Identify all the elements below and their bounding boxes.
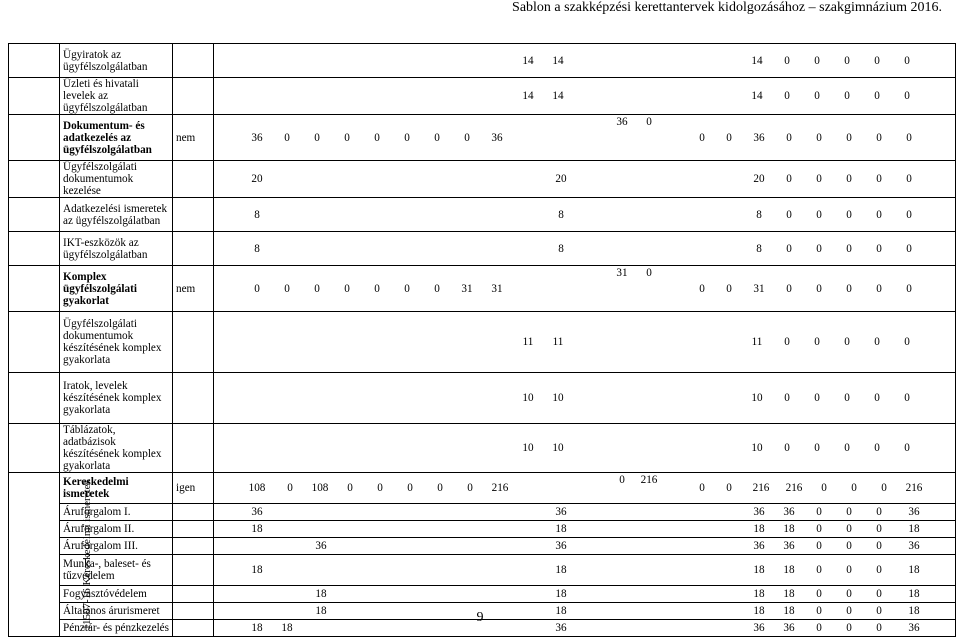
subject-name: Ügyiratok az ügyfélszolgálatban (60, 44, 173, 78)
table-row (9, 473, 956, 504)
hour-values (214, 232, 956, 266)
hour-value: 18 (555, 588, 567, 600)
hour-value: 216 (640, 474, 658, 486)
hour-value: 0 (284, 131, 290, 144)
hour-value: 18 (555, 523, 567, 535)
hour-value: 18 (281, 622, 293, 634)
subject-name: Táblázatok, adatbázisok készítésének komplex gyakorlata (60, 424, 173, 473)
hour-value: 0 (846, 506, 852, 518)
hour-value: 31 (461, 282, 473, 295)
hour-value: 216 (905, 482, 923, 494)
table-row (9, 504, 956, 521)
subject-name: Fogyasztóvédelem (60, 586, 173, 603)
hour-value: 36 (616, 116, 628, 128)
hour-value: 0 (876, 523, 882, 535)
hour-value: 0 (876, 564, 882, 576)
module-blank-cell (9, 424, 60, 473)
hour-value: 18 (753, 588, 765, 600)
hour-value: 0 (814, 90, 820, 102)
hour-value: 18 (251, 622, 263, 634)
hour-value: 0 (906, 208, 912, 221)
hour-value: 0 (467, 482, 473, 494)
compulsory-flag (173, 161, 214, 198)
hour-values (214, 586, 956, 603)
hour-value: 0 (726, 482, 732, 494)
hour-value: 0 (407, 482, 413, 494)
hour-value: 31 (753, 282, 765, 295)
hour-value: 36 (251, 131, 263, 144)
module-blank-cell (9, 232, 60, 266)
hour-value: 36 (783, 540, 795, 552)
hour-value: 0 (404, 282, 410, 295)
hour-value: 0 (816, 523, 822, 535)
hour-value: 18 (315, 588, 327, 600)
hour-value: 0 (646, 116, 652, 128)
hour-value: 0 (821, 482, 827, 494)
hour-value: 18 (555, 605, 567, 617)
subject-name: Komplex ügyfélszolgálati gyakorlat (60, 266, 173, 312)
hour-value: 0 (876, 173, 882, 185)
hour-values (214, 198, 956, 232)
table-row (9, 78, 956, 115)
hour-value: 18 (251, 564, 263, 576)
hour-value: 10 (751, 442, 763, 454)
hour-value: 0 (876, 588, 882, 600)
hour-values (214, 424, 956, 473)
hour-value: 0 (881, 482, 887, 494)
hour-value: 8 (254, 208, 260, 221)
hour-value: 0 (846, 523, 852, 535)
hour-value: 0 (876, 131, 882, 144)
hour-value: 0 (374, 131, 380, 144)
hour-values (214, 521, 956, 538)
hour-value: 10 (552, 442, 564, 454)
hour-value: 36 (251, 506, 263, 518)
compulsory-flag: igen (173, 473, 214, 504)
compulsory-flag (173, 504, 214, 521)
hour-value: 0 (784, 54, 790, 67)
hour-value: 36 (753, 622, 765, 634)
hour-value: 36 (753, 506, 765, 518)
hour-value: 0 (846, 282, 852, 295)
hour-value: 0 (284, 282, 290, 295)
hour-value: 0 (726, 131, 732, 144)
hour-value: 0 (816, 131, 822, 144)
module-blank-cell (9, 198, 60, 232)
hour-value: 0 (344, 131, 350, 144)
compulsory-flag (173, 521, 214, 538)
hour-value: 36 (753, 131, 765, 144)
subject-name: Általános árurismeret (60, 603, 173, 620)
hour-value: 0 (816, 242, 822, 255)
hour-value: 0 (846, 564, 852, 576)
hour-value: 0 (437, 482, 443, 494)
hour-value: 0 (377, 482, 383, 494)
hour-value: 18 (908, 605, 920, 617)
hour-value: 0 (816, 588, 822, 600)
hour-value: 0 (874, 336, 880, 348)
hour-value: 11 (751, 336, 763, 348)
hour-value: 10 (522, 392, 534, 404)
hour-value: 0 (904, 336, 910, 348)
module-blank-cell (9, 312, 60, 373)
hour-value: 0 (904, 54, 910, 67)
table-row (9, 232, 956, 266)
hour-value: 0 (874, 442, 880, 454)
hour-value: 0 (814, 336, 820, 348)
compulsory-flag: nem (173, 115, 214, 161)
table-row (9, 586, 956, 603)
hour-value: 0 (786, 173, 792, 185)
hour-value: 36 (908, 622, 920, 634)
module-blank-cell (9, 44, 60, 78)
hour-value: 18 (908, 523, 920, 535)
hour-value: 0 (844, 54, 850, 67)
hour-values (214, 78, 956, 115)
hour-value: 18 (753, 564, 765, 576)
hour-value: 0 (876, 242, 882, 255)
hour-value: 0 (784, 336, 790, 348)
hour-value: 36 (908, 506, 920, 518)
hour-value: 0 (816, 208, 822, 221)
subject-name: Kereskedelmi ismeretek (60, 473, 173, 504)
table-row (9, 555, 956, 586)
hour-value: 0 (314, 131, 320, 144)
hour-value: 0 (876, 540, 882, 552)
hour-value: 108 (248, 482, 266, 494)
hour-value: 0 (816, 173, 822, 185)
hour-value: 0 (904, 90, 910, 102)
hour-value: 18 (783, 605, 795, 617)
hour-value: 0 (876, 605, 882, 617)
hour-value: 11 (552, 336, 564, 348)
subject-name: Áruforgalom II. (60, 521, 173, 538)
hour-value: 0 (314, 282, 320, 295)
hour-value: 0 (254, 282, 260, 295)
hour-value: 0 (699, 131, 705, 144)
compulsory-flag (173, 312, 214, 373)
module-blank-cell (9, 161, 60, 198)
hour-values (214, 44, 956, 78)
hour-value: 18 (783, 588, 795, 600)
compulsory-flag (173, 586, 214, 603)
module-blank-cell (9, 266, 60, 312)
hour-value: 216 (785, 482, 803, 494)
curriculum-table (8, 43, 956, 637)
subject-name: Ügyfélszolgálati dokumentumok kezelése (60, 161, 173, 198)
hour-value: 0 (434, 131, 440, 144)
compulsory-flag (173, 555, 214, 586)
hour-value: 0 (816, 506, 822, 518)
hour-value: 36 (555, 506, 567, 518)
module-blank-cell (9, 78, 60, 115)
hour-value: 0 (846, 605, 852, 617)
hour-value: 14 (751, 90, 763, 102)
hour-value: 0 (784, 392, 790, 404)
hour-value: 0 (874, 54, 880, 67)
compulsory-flag (173, 78, 214, 115)
hour-value: 10 (552, 392, 564, 404)
compulsory-flag (173, 232, 214, 266)
hour-value: 0 (784, 90, 790, 102)
hour-value: 0 (619, 474, 625, 486)
hour-value: 14 (522, 54, 534, 67)
hour-value: 8 (254, 242, 260, 255)
hour-value: 20 (753, 173, 765, 185)
table-row (9, 312, 956, 373)
page-number: 9 (476, 610, 484, 625)
hour-value: 18 (315, 605, 327, 617)
hour-value: 0 (434, 282, 440, 295)
hour-value: 0 (786, 282, 792, 295)
hour-value: 0 (906, 131, 912, 144)
hour-value: 0 (874, 90, 880, 102)
subject-name: Munka-, baleset- és tűzvédelem (60, 555, 173, 586)
hour-value: 0 (344, 282, 350, 295)
hour-value: 0 (844, 442, 850, 454)
hour-value: 11 (522, 336, 534, 348)
subject-name: Adatkezelési ismeretek az ügyfélszolgálatban (60, 198, 173, 232)
hour-value: 0 (784, 442, 790, 454)
compulsory-flag (173, 44, 214, 78)
hour-value: 0 (814, 392, 820, 404)
hour-value: 0 (876, 506, 882, 518)
table-row (9, 115, 956, 161)
hour-value: 0 (404, 131, 410, 144)
hour-value: 216 (752, 482, 770, 494)
hour-value: 10 (751, 392, 763, 404)
module-label: 11507-16 Kereskedelmi ismeretek (81, 478, 94, 631)
hour-value: 36 (753, 540, 765, 552)
hour-value: 36 (555, 622, 567, 634)
hour-values (214, 473, 956, 504)
table-row (9, 373, 956, 424)
subject-name: Áruforgalom III. (60, 538, 173, 555)
hour-values (214, 161, 956, 198)
hour-value: 0 (844, 392, 850, 404)
hour-value: 18 (555, 564, 567, 576)
hour-value: 0 (374, 282, 380, 295)
curriculum-table-body (9, 44, 956, 637)
hour-value: 31 (616, 267, 628, 279)
compulsory-flag (173, 198, 214, 232)
hour-value: 36 (908, 540, 920, 552)
subject-name: Ügyfélszolgálati dokumentumok készítésének komplex gyakorlata (60, 312, 173, 373)
subject-name: IKT-eszközök az ügyfélszolgálatban (60, 232, 173, 266)
hour-value: 14 (552, 54, 564, 67)
module-blank-cell (9, 373, 60, 424)
hour-value: 0 (904, 442, 910, 454)
hour-value: 0 (287, 482, 293, 494)
table-row (9, 198, 956, 232)
hour-value: 0 (699, 282, 705, 295)
hour-value: 0 (464, 131, 470, 144)
hour-value: 0 (786, 131, 792, 144)
hour-values (214, 266, 956, 312)
hour-value: 0 (846, 173, 852, 185)
hour-value: 31 (491, 282, 503, 295)
hour-value: 0 (846, 588, 852, 600)
hour-value: 18 (783, 523, 795, 535)
hour-value: 0 (874, 392, 880, 404)
hour-value: 36 (783, 622, 795, 634)
hour-value: 36 (555, 540, 567, 552)
hour-value: 0 (876, 208, 882, 221)
hour-value: 0 (846, 131, 852, 144)
hour-value: 0 (816, 622, 822, 634)
hour-value: 14 (522, 90, 534, 102)
hour-value: 18 (783, 564, 795, 576)
hour-value: 0 (816, 282, 822, 295)
hour-value: 216 (491, 482, 509, 494)
hour-value: 0 (846, 208, 852, 221)
table-row (9, 161, 956, 198)
subject-name: Üzleti és hivatali levelek az ügyfélszolgálatban (60, 78, 173, 115)
hour-values (214, 555, 956, 586)
module-blank-cell (9, 115, 60, 161)
compulsory-flag (173, 424, 214, 473)
compulsory-flag (173, 538, 214, 555)
hour-value: 10 (522, 442, 534, 454)
hour-value: 20 (251, 173, 263, 185)
hour-value: 0 (904, 392, 910, 404)
subject-name: Iratok, levelek készítésének komplex gyakorlata (60, 373, 173, 424)
hour-value: 18 (753, 523, 765, 535)
hour-value: 0 (906, 173, 912, 185)
hour-value: 0 (814, 442, 820, 454)
hour-values (214, 373, 956, 424)
hour-value: 0 (851, 482, 857, 494)
subject-name: Áruforgalom I. (60, 504, 173, 521)
hour-value: 0 (844, 336, 850, 348)
table-row (9, 538, 956, 555)
hour-value: 8 (756, 208, 762, 221)
table-row (9, 521, 956, 538)
hour-value: 36 (315, 540, 327, 552)
hour-value: 0 (816, 564, 822, 576)
hour-value: 18 (908, 588, 920, 600)
hour-value: 0 (846, 622, 852, 634)
hour-value: 0 (786, 242, 792, 255)
table-row (9, 44, 956, 78)
hour-value: 14 (552, 90, 564, 102)
table-row (9, 424, 956, 473)
hour-value: 0 (699, 482, 705, 494)
hour-value: 0 (906, 242, 912, 255)
hour-value: 20 (555, 173, 567, 185)
hour-values (214, 538, 956, 555)
hour-value: 18 (753, 605, 765, 617)
hour-values (214, 312, 956, 373)
hour-value: 8 (558, 208, 564, 221)
hour-value: 0 (876, 622, 882, 634)
compulsory-flag (173, 373, 214, 424)
hour-value: 0 (347, 482, 353, 494)
hour-value: 0 (846, 242, 852, 255)
hour-value: 0 (876, 282, 882, 295)
running-header: Sablon a szakképzési kerettantervek kidolgozásához – szakgimnázium 2016. (512, 0, 942, 15)
hour-value: 36 (491, 131, 503, 144)
hour-value: 0 (814, 54, 820, 67)
hour-value: 0 (786, 208, 792, 221)
hour-value: 0 (646, 267, 652, 279)
hour-value: 0 (844, 90, 850, 102)
hour-value: 0 (816, 540, 822, 552)
hour-value: 0 (816, 605, 822, 617)
hour-value: 108 (311, 482, 329, 494)
hour-value: 0 (726, 282, 732, 295)
hour-value: 18 (908, 564, 920, 576)
hour-value: 14 (751, 54, 763, 67)
hour-value: 0 (846, 540, 852, 552)
hour-values (214, 115, 956, 161)
hour-value: 0 (906, 282, 912, 295)
hour-value: 18 (251, 523, 263, 535)
table-row (9, 266, 956, 312)
hour-value: 8 (558, 242, 564, 255)
hour-value: 36 (783, 506, 795, 518)
compulsory-flag: nem (173, 266, 214, 312)
hour-value: 8 (756, 242, 762, 255)
subject-name: Dokumentum- és adatkezelés az ügyfélszolgálatban (60, 115, 173, 161)
subject-name: Pénztár- és pénzkezelés (60, 620, 173, 637)
hour-values (214, 504, 956, 521)
